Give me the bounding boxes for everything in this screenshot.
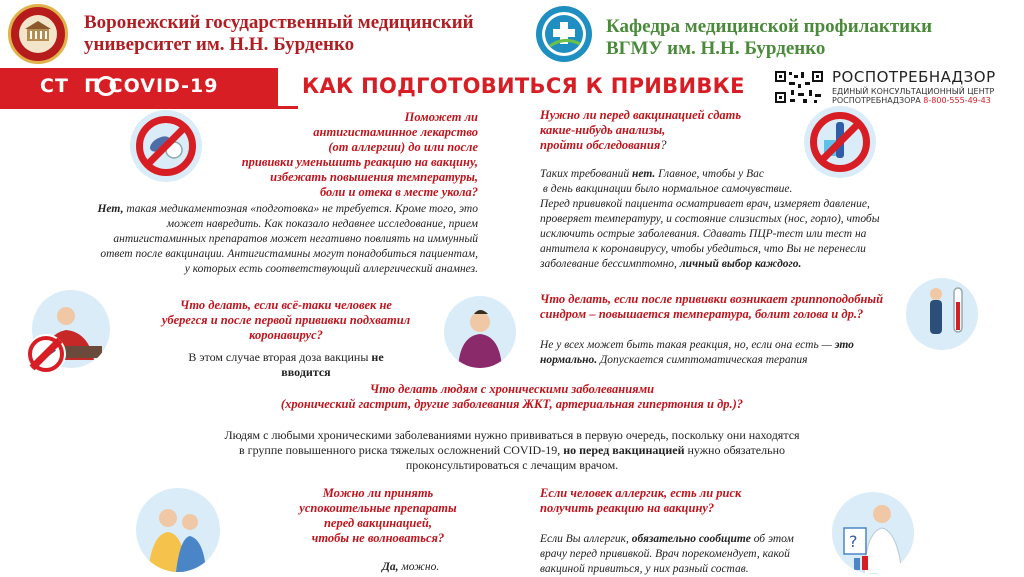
answer-sedatives: Да, можно.	[382, 561, 440, 573]
department-logo-icon	[536, 6, 592, 62]
answer-antihistamine: Нет, такая медикаментозная «подготовка» не требуется. Кроме того, это может навредить. Как показало недавнее исследование, прием антигистаминных препаратов может негативно повлиять на иммунный ответ после вакцинации. Антигистамины могут понадобиться пациентам, у которых есть соответствующий аллергический анамнез.	[97, 203, 478, 275]
doctor-icon	[832, 492, 914, 574]
answer-caught-covid: В этом случае вторая доза вакцины не вводится	[188, 350, 384, 379]
question-caught-covid: Что делать, если всё-таки человек не уберегся и после первой прививки подхватил коронавирус?	[161, 298, 411, 342]
qr-code-icon	[774, 70, 824, 104]
question-flu-syndrome: Что делать, если после прививки возникает гриппоподобный синдром – повышается температура, болит голова и др.?	[540, 292, 884, 321]
rpn-title: РОСПОТРЕБНАДЗОР	[832, 68, 996, 86]
answer-tests: Таких требований нет. Главное, чтобы у Вас в день вакцинации было нормальное самочувствие. Перед прививкой пациента осматривает врач, измеряет давление, проверяет температуру, и состояние слизистых (нос, горло), чтобы исключить острые заболевания. Сдавать ПЦР-тест или тест на антитела к коронавирусу, чтобы убедиться, что Вы не перенесли заболевание бессимптомно, личный выбор каждого.	[540, 168, 880, 270]
answer-flu-syndrome: Не у всех может быть такая реакция, но, если она есть — это нормально. Допускается симптоматическая терапия	[540, 339, 854, 366]
question-tests: Нужно ли перед вакцинацией сдать какие-нибудь анализы, пройти обследования?	[540, 108, 742, 152]
svg-text:?: ?	[849, 532, 858, 551]
banner-underline	[0, 106, 298, 109]
rpn-phone: 8-800-555-49-43	[923, 96, 991, 105]
answer-chronic-diseases: Людям с любыми хроническими заболеваниями нужно прививаться в первую очередь, поскольку они находятся в группе повышенного риска тяжелых осложнений COVID-19, но перед вакцинацией нужно обязательно проконсультироваться с лечащим врачом.	[224, 428, 800, 472]
rpn-subtitle: ЕДИНЫЙ КОНСУЛЬТАЦИОННЫЙ ЦЕНТР РОСПОТРЕБНАДЗОРА 8-800-555-49-43	[832, 87, 995, 105]
department-name: Кафедра медицинской профилактики ВГМУ им. Н.Н. Бурденко	[606, 16, 933, 59]
page-title: КАК ПОДГОТОВИТЬСЯ К ПРИВИВКЕ	[302, 74, 745, 98]
virus-icon	[96, 76, 116, 96]
coughing-person-icon	[444, 296, 516, 368]
question-allergy: Если человек аллергик, есть ли риск получить реакцию на вакцину?	[540, 486, 742, 515]
no-syringe-icon	[26, 334, 66, 374]
thermometer-person-icon	[906, 278, 978, 350]
university-name: Воронежский государственный медицинский университет им. Н.Н. Бурденко	[84, 12, 474, 55]
answer-allergy: Если Вы аллергик, обязательно сообщите об этом врачу перед прививкой. Врач порекомендует, какой вакциной привиться, у них разный состав.	[540, 533, 794, 575]
stop-covid-banner: СТ П COVID-19	[0, 68, 278, 106]
question-chronic-diseases: Что делать людям с хроническими заболеваниями (хронический гастрит, другие заболевания ЖКТ, артериальная гипертония и др.)?	[280, 382, 744, 411]
question-antihistamine: Поможет ли антигистаминное лекарство (от аллергии) до или после прививки уменьшить реакцию на вакцину, избежать повышения температуры, боли и отека в месте укола?	[241, 110, 478, 199]
university-seal-icon	[8, 4, 68, 64]
question-sedatives: Можно ли принять успокоительные препараты перед вакцинацией, чтобы не волноваться?	[299, 486, 457, 545]
elderly-couple-icon	[136, 488, 220, 572]
